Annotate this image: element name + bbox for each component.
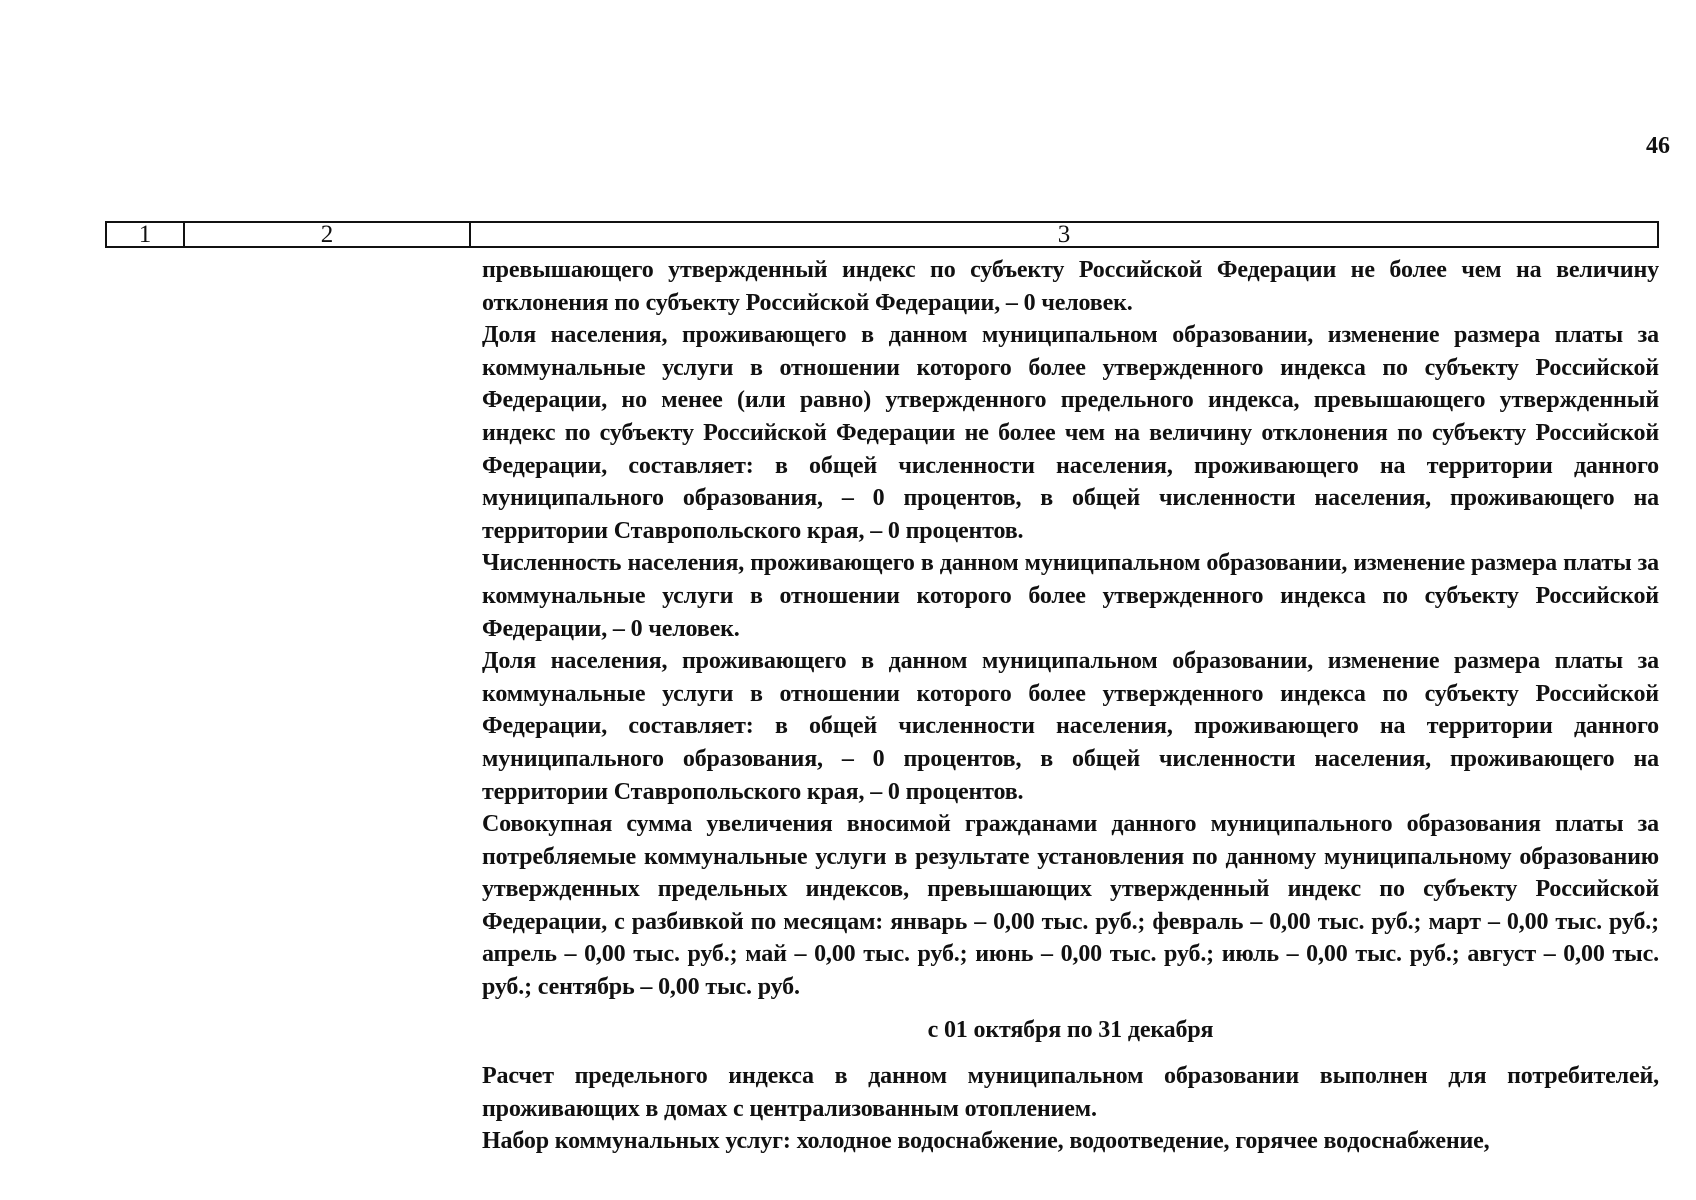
column-number-header-table bbox=[105, 221, 1659, 248]
column-number-1: 1 bbox=[106, 222, 184, 247]
column-number-3: 3 bbox=[470, 222, 1658, 247]
document-body bbox=[482, 254, 1659, 1158]
section-heading: с 01 октября по 31 декабря bbox=[927, 1016, 1214, 1043]
table-row bbox=[106, 222, 1658, 247]
paragraph: Совокупная сумма увеличения вносимой гражданами данного муниципального образования платы за потребляемые коммунальные услуги в результате установления по данному муниципальному образованию утвержденных предельных индексов, превышающих утвержденный индекс по субъекту Российской Федерации, с разбивкой по месяцам: январь – 0,00 тыс. руб.; февраль – 0,00 тыс. руб.; март – 0,00 тыс. руб.; апрель – 0,00 тыс. руб.; май – 0,00 тыс. руб.; июнь – 0,00 тыс. руб.; июль – 0,00 тыс. руб.; август – 0,00 тыс. руб.; сентябрь – 0,00 тыс. руб. bbox=[482, 811, 1659, 1001]
paragraph: Численность населения, проживающего в данном муниципальном образовании, изменение размера платы за коммунальные услуги в отношении которого более утвержденного индекса по субъекту Российской Федерации, – 0 человек. bbox=[482, 550, 1659, 642]
page-number: 46 bbox=[1646, 133, 1670, 159]
paragraph: Набор коммунальных услуг: холодное водоснабжение, водоотведение, горячее водоснабжение, bbox=[482, 1128, 1490, 1155]
paragraph: Расчет предельного индекса в данном муниципальном образовании выполнен для потребителей, проживающих в домах с централизованным отоплением. bbox=[482, 1063, 1659, 1122]
paragraph: превышающего утвержденный индекс по субъекту Российской Федерации не более чем на величину отклонения по субъекту Российской Федерации, – 0 человек. bbox=[482, 257, 1659, 316]
paragraph: Доля населения, проживающего в данном муниципальном образовании, изменение размера платы за коммунальные услуги в отношении которого более утвержденного индекса по субъекту Российской Федерации, но менее (или равно) утвержденного предельного индекса, превышающего утвержденный индекс по субъекту Российской Федерации не более чем на величину отклонения по субъекту Российской Федерации, составляет: в общей численности населения, проживающего на территории данного муниципального образования, – 0 процентов, в общей численности населения, проживающего на территории Ставропольского края, – 0 процентов. bbox=[482, 322, 1659, 544]
column-number-2: 2 bbox=[184, 222, 470, 247]
paragraph: Доля населения, проживающего в данном муниципальном образовании, изменение размера платы за коммунальные услуги в отношении которого более утвержденного индекса по субъекту Российской Федерации, составляет: в общей численности населения, проживающего на территории данного муниципального образования, – 0 процентов, в общей численности населения, проживающего на территории Ставропольского края, – 0 процентов. bbox=[482, 648, 1659, 805]
